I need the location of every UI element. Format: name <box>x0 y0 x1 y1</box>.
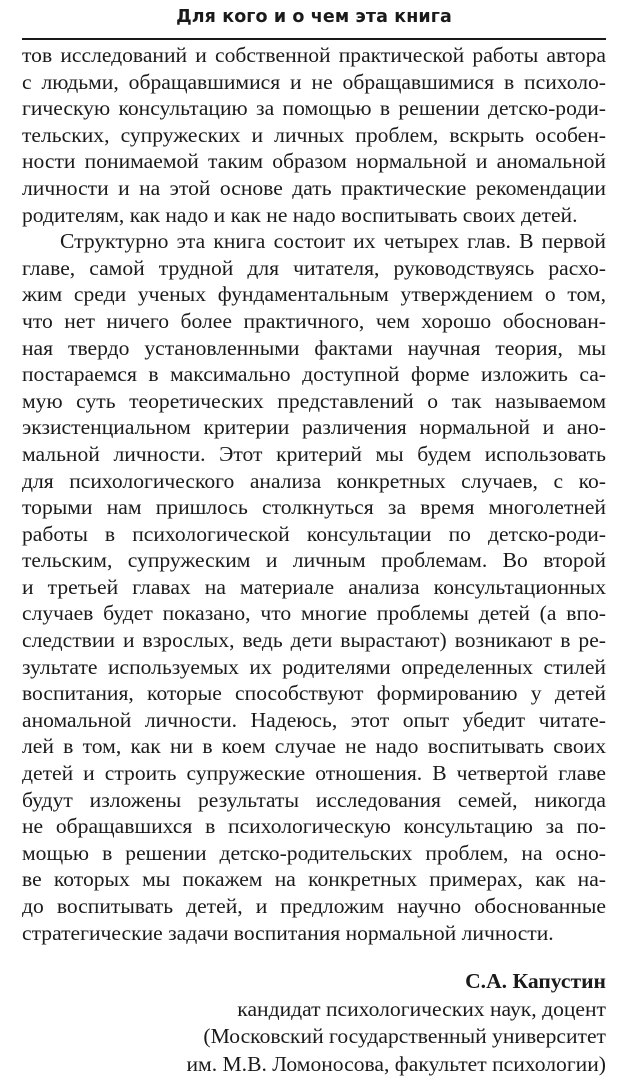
text-line: зультате используемых их родителями определенных стилей <box>22 654 606 679</box>
text-line: ная твердо установленными фактами научная теория, мы <box>22 335 606 360</box>
running-head: Для кого и о чем эта книга <box>176 7 452 27</box>
text-line: для психологического анализа конкретных случаев, с ко- <box>22 468 606 493</box>
text-line: мощью в решении детско-родительских проблем, на осно- <box>22 840 606 865</box>
text-line: жим среди ученых фундаментальным утверждением о том, <box>22 282 606 307</box>
text-line: следствии и взрослых, ведь дети вырастают) возникают в ре- <box>22 628 606 653</box>
text-line: до воспитывать детей, и предложим научно обоснованные <box>22 894 606 918</box>
text-line: работы в психологической консультации по детско-роди- <box>22 521 606 546</box>
text-line: не обращавшихся в психологическую консультацию за по- <box>22 814 606 839</box>
text-line: аномальной личности. Надеюсь, этот опыт убедит читате- <box>22 707 606 732</box>
text-line: Структурно эта книга состоит их четырех глав. В первой <box>60 229 606 254</box>
text-line: случаев будет показано, что многие проблемы детей (а впо- <box>22 601 606 626</box>
text-line: тельским, супружеским и личным проблемам. Во второй <box>22 548 606 573</box>
author-signature <box>22 968 606 1078</box>
text-line: торыми нам пришлось столкнуться за время многолетней <box>22 495 606 520</box>
text-line: что нет ничего более практичного, чем хорошо обоснован- <box>22 308 606 333</box>
text-line: постараемся в максимально доступной форме изложить са- <box>22 362 606 387</box>
author-name: С.А. Капустин <box>465 969 606 993</box>
text-line: воспитания, которые способствуют формированию у детей <box>22 681 606 706</box>
author-faculty: им. М.В. Ломоносова, факультет психологии) <box>186 1051 606 1076</box>
text-line: тельских, супружеских и личных проблем, вскрыть особен- <box>22 122 606 147</box>
text-line: мальной личности. Этот критерий мы будем использовать <box>22 441 606 466</box>
text-line: будут изложены результаты исследования семей, никогда <box>22 787 606 812</box>
text-line: с людьми, обращавшимися и не обращавшимися в психоло- <box>22 69 606 94</box>
text-line: экзистенциальном критерии различения нормальной и ано- <box>22 415 606 440</box>
text-line: лей в том, как ни в коем случае не надо воспитывать своих <box>22 734 606 759</box>
text-line: детей и строить супружеские отношения. В четвертой главе <box>22 761 606 786</box>
text-line: тов исследований и собственной практической работы автора <box>22 43 606 67</box>
header-rule <box>22 38 606 40</box>
paragraph-continued <box>22 42 606 228</box>
text-line: гическую консультацию за помощью в решении детско-роди- <box>22 96 606 121</box>
text-line: стратегические задачи воспитания нормальной личности. <box>22 920 554 945</box>
text-line: мую суть теоретических представлений о так называемом <box>22 388 606 413</box>
paragraph-structure <box>22 228 606 946</box>
text-line: главе, самой трудной для читателя, руководствуясь расхо- <box>22 255 606 280</box>
text-line: и третьей главах на материале анализа консультационных <box>22 574 606 599</box>
body-text <box>22 42 606 946</box>
text-line: ности понимаемой таким образом нормальной и аномальной <box>22 149 606 174</box>
text-line: родителям, как надо и как не надо воспитывать своих детей. <box>22 202 578 227</box>
author-affiliation: (Московский государственный университет <box>203 1024 606 1048</box>
author-credential: кандидат психологических наук, доцент <box>237 996 606 1021</box>
text-line: личности и на этой основе дать практические рекомендации <box>22 175 606 200</box>
text-line: ве которых мы покажем на конкретных примерах, как на- <box>22 867 606 892</box>
